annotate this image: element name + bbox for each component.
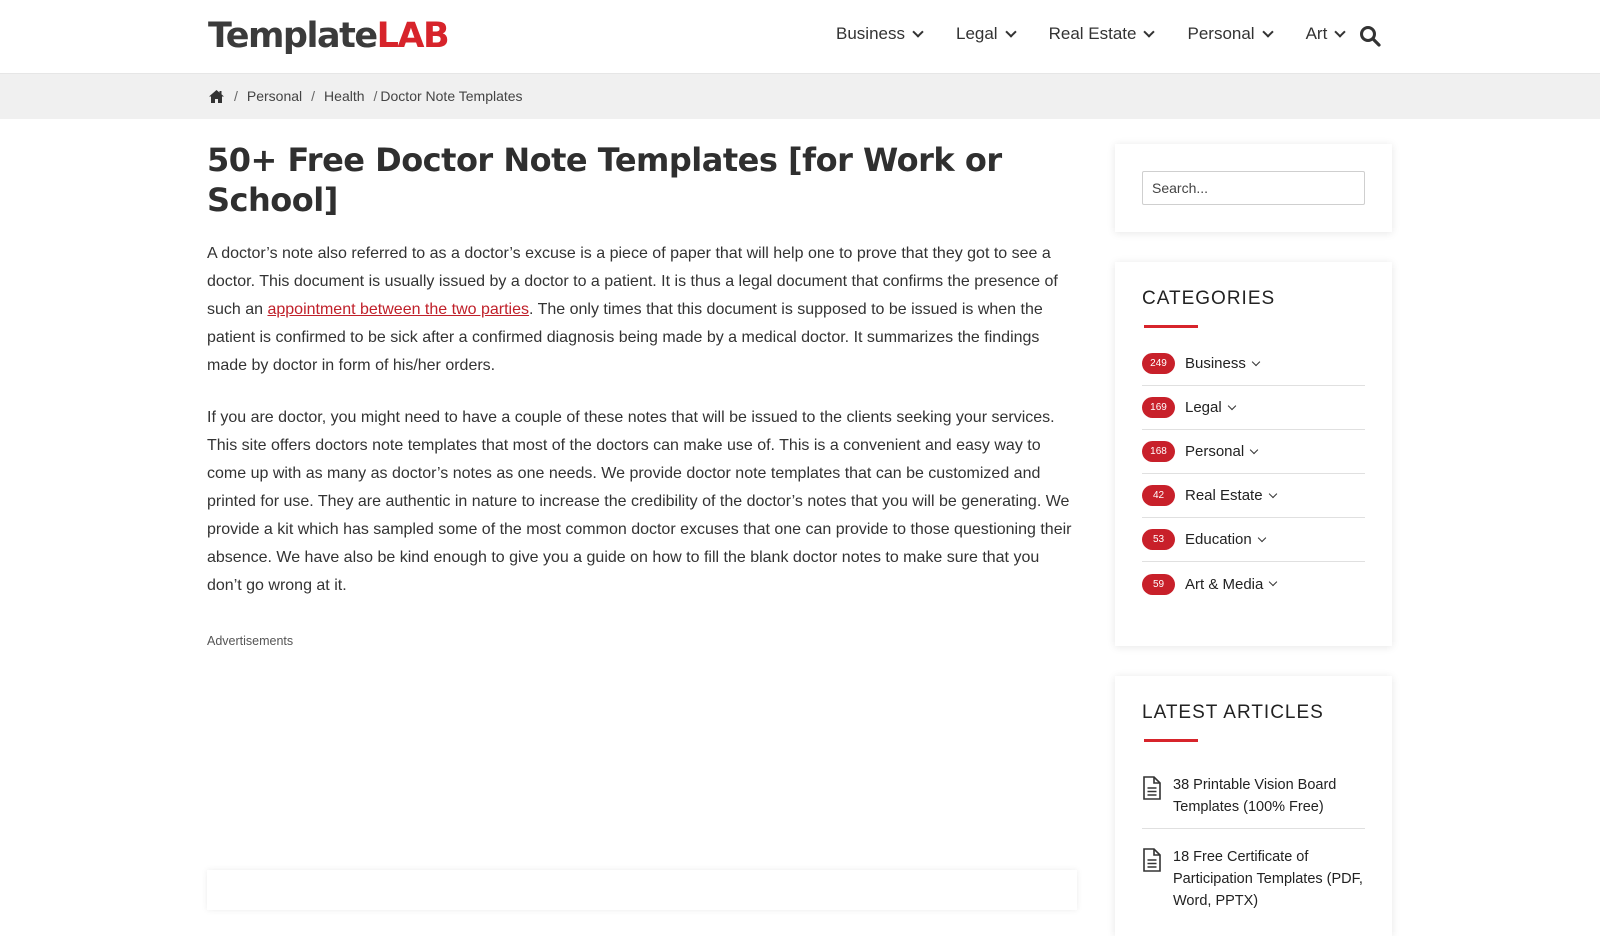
- chevron-down-icon: [1250, 445, 1258, 453]
- ad-container: [207, 870, 1077, 910]
- latest-articles-list: [1142, 768, 1365, 922]
- count-badge: 169: [1142, 397, 1175, 418]
- category-label: Real Estate: [1185, 487, 1263, 504]
- latest-article-item[interactable]: [1142, 768, 1365, 829]
- chevron-down-icon: [1262, 26, 1273, 37]
- category-label: Legal: [1185, 399, 1222, 416]
- latest-articles-heading: LATEST ARTICLES: [1142, 702, 1324, 723]
- categories-heading: CATEGORIES: [1142, 288, 1276, 309]
- document-icon: [1142, 776, 1162, 800]
- chevron-down-icon: [912, 26, 923, 37]
- breadcrumb-item-health[interactable]: Health: [324, 88, 365, 104]
- sidebar-search-card: [1115, 144, 1392, 232]
- logo-text-lab: LAB: [376, 16, 449, 56]
- chevron-down-icon: [1005, 26, 1016, 37]
- heading-accent-bar: [1144, 739, 1198, 742]
- category-label: Art & Media: [1185, 575, 1264, 593]
- chevron-down-icon: [1335, 26, 1346, 37]
- nav-item-legal[interactable]: [956, 24, 1015, 44]
- advertisements-label: Advertisements: [207, 634, 294, 648]
- chevron-down-icon: [1252, 357, 1260, 365]
- count-badge: 168: [1142, 441, 1175, 462]
- chevron-down-icon: [1144, 26, 1155, 37]
- latest-articles-card: [1115, 676, 1392, 936]
- count-badge: 53: [1142, 529, 1175, 550]
- chevron-down-icon: [1227, 401, 1235, 409]
- paragraph-text: A doctor’s note also referred to as a doctor’s excuse is a piece of paper that will help one to prove that they got to see a doctor. This document is usually issued by a doctor to a patient. It is thus a legal document that confirms the presence of such an: [207, 245, 1058, 318]
- breadcrumb-separator: /: [234, 88, 238, 104]
- categories-card: [1115, 262, 1392, 646]
- sidebar-search-input[interactable]: [1142, 171, 1365, 205]
- category-item-business[interactable]: [1142, 342, 1365, 386]
- article-paragraph: [207, 240, 1077, 380]
- nav-item-business[interactable]: [836, 24, 922, 44]
- appointment-link[interactable]: appointment between the two parties: [267, 301, 529, 318]
- main-nav: [836, 24, 1378, 44]
- chevron-down-icon: [1257, 533, 1265, 541]
- nav-item-art[interactable]: [1306, 24, 1345, 44]
- home-icon[interactable]: [208, 89, 225, 104]
- breadcrumb-separator: /: [311, 88, 316, 104]
- logo-text-template: Template: [208, 16, 377, 56]
- paragraph-text: . The only times that this document is supposed to be issued is when the patient is confirmed to be sick after a confirmed diagnosis being made by a medical doctor. It summarizes the findings made by doctor in form of his/her orders.: [207, 301, 1043, 374]
- site-logo[interactable]: [208, 16, 448, 56]
- document-icon: [1142, 848, 1162, 872]
- category-item-art-media[interactable]: [1142, 562, 1365, 606]
- article-link: 18 Free Certificate of Participation Templates (PDF, Word, PPTX): [1173, 849, 1363, 909]
- site-header: [0, 0, 1600, 74]
- breadcrumb: [208, 88, 523, 104]
- category-label: Education: [1185, 531, 1252, 548]
- breadcrumb-item-personal[interactable]: Personal: [246, 88, 303, 104]
- count-badge: 249: [1142, 353, 1175, 374]
- nav-item-real-estate[interactable]: [1049, 24, 1154, 44]
- category-item-real-estate[interactable]: [1142, 474, 1365, 518]
- category-item-personal[interactable]: [1142, 430, 1365, 474]
- category-label: Business: [1185, 355, 1246, 372]
- nav-item-label: Business: [836, 24, 905, 43]
- count-badge: 59: [1142, 574, 1175, 595]
- category-item-legal[interactable]: [1142, 386, 1365, 430]
- article-link: 38 Printable Vision Board Templates (100% Free): [1173, 777, 1337, 815]
- category-item-education[interactable]: [1142, 518, 1365, 562]
- nav-item-personal[interactable]: [1187, 24, 1271, 44]
- nav-item-label: Real Estate: [1048, 24, 1137, 43]
- breadcrumb-separator: /: [373, 88, 378, 104]
- category-label: Personal: [1185, 443, 1245, 460]
- chevron-down-icon: [1269, 578, 1277, 586]
- breadcrumb-bar: [0, 74, 1600, 119]
- category-list: [1142, 342, 1365, 606]
- search-icon[interactable]: [1358, 24, 1382, 48]
- nav-item-label: Personal: [1187, 24, 1255, 43]
- page-title: 50+ Free Doctor Note Templates [for Work or School]: [207, 141, 1002, 219]
- heading-accent-bar: [1144, 325, 1198, 328]
- article: [207, 140, 1077, 648]
- chevron-down-icon: [1268, 489, 1276, 497]
- count-badge: 42: [1142, 485, 1175, 506]
- latest-article-item[interactable]: [1142, 829, 1365, 922]
- nav-item-label: Art: [1305, 24, 1328, 43]
- article-paragraph: If you are doctor, you might need to have a couple of these notes that will be issued to the clients seeking your services. This site offers doctors note templates that most of the doctors can make use of. This is a convenient and easy way to come up with as many as doctor’s notes as one needs. We provide doctor note templates that can be customized and printed for use. They are authentic in nature to increase the credibility of the doctor’s notes that you will be generating. We provide a kit which has sampled some of the most common doctor excuses that one can provide to those questioning their absence. We have also be kind enough to give you a guide on how to fill the blank doctor notes to make sure that you don’t go wrong at it.: [207, 409, 1072, 594]
- breadcrumb-item-current: Doctor Note Templates: [380, 88, 523, 104]
- nav-item-label: Legal: [955, 24, 998, 43]
